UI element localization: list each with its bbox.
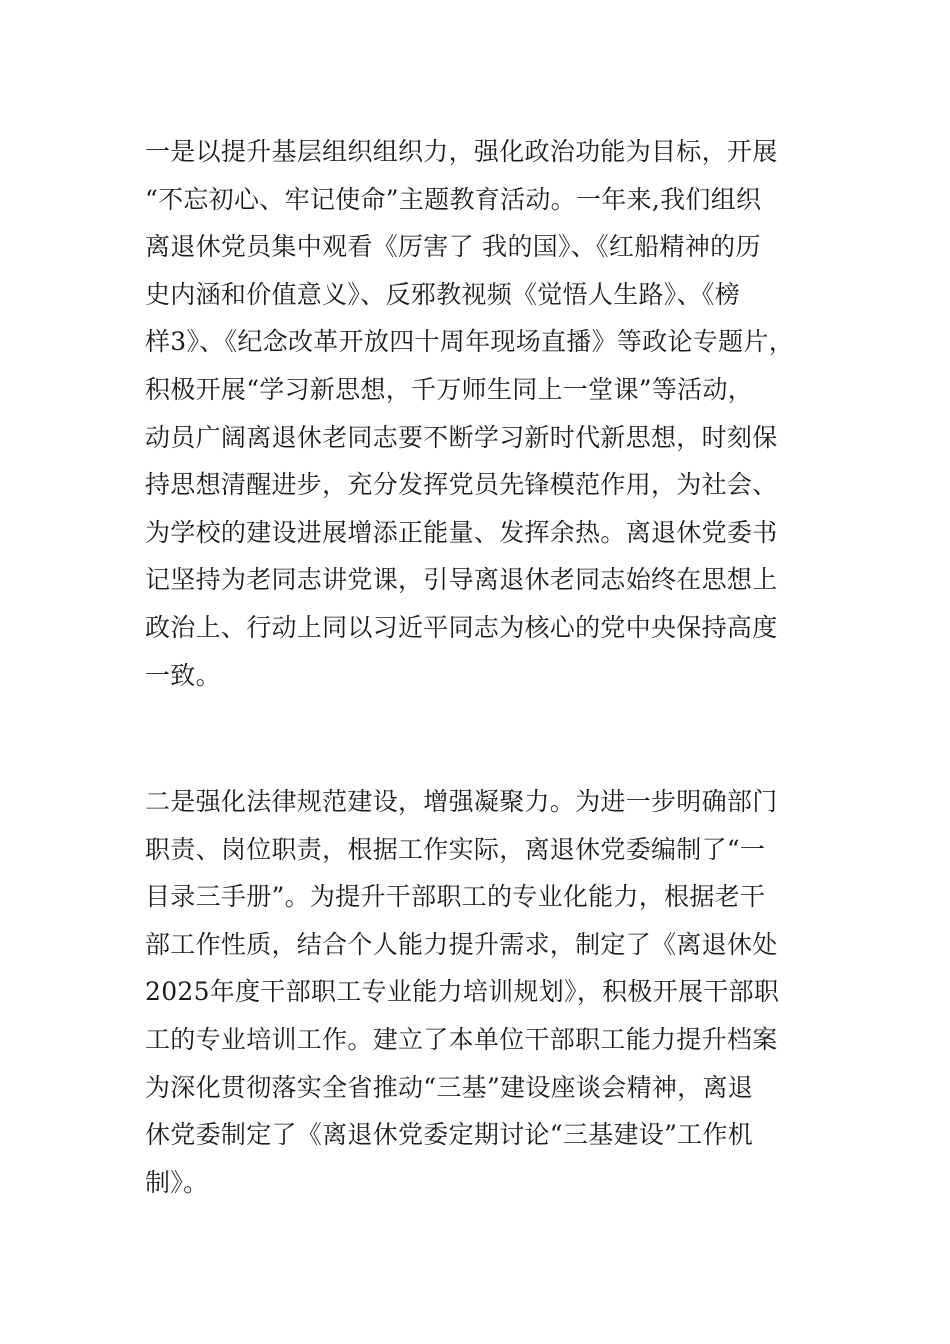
text-line: 一致。 (145, 660, 221, 690)
paragraph-1 (145, 128, 825, 699)
text-line: 一是以提升基层组织组织力，强化政治功能为目标，开展 (145, 137, 778, 166)
text-line: 离退休党员集中观看《厉害了 我的国》、《红船精神的历 (145, 232, 761, 262)
text-line: 为深化贯彻落实全省推动“三基”建设座谈会精神，离退 (145, 1072, 754, 1102)
text-line: 工的专业培训工作。建立了本单位干部职工能力提升档案 (145, 1024, 778, 1054)
text-line: 政治上、行动上同以习近平同志为核心的党中央保持高度 (145, 612, 778, 642)
text-line: 部工作性质，结合个人能力提升需求，制定了《离退休处 (145, 929, 778, 959)
paragraph-2 (145, 778, 825, 1206)
text-line: “不忘初心、牢记使命”主题教育活动。一年来,我们组织 (145, 184, 762, 214)
text-line: 2025年度干部职工专业能力培训规划》，积极开展干部职 (145, 977, 780, 1007)
text-line: 记坚持为老同志讲党课，引导离退休老同志始终在思想上 (145, 565, 778, 595)
text-line: 职责、岗位职责，根据工作实际，离退休党委编制了“一 (145, 834, 766, 864)
text-line: 目录三手册”。为提升干部职工的专业化能力，根据老干 (145, 882, 766, 912)
text-line: 休党委制定了《离退休党委定期讨论“三基建设”工作机 (145, 1120, 754, 1150)
text-line: 制》。 (145, 1167, 209, 1197)
text-line: 积极开展“学习新思想，千万师生同上一堂课”等活动， (145, 374, 754, 404)
text-line: 二是强化法律规范建设，增强凝聚力。为进一步明确部门 (145, 787, 778, 816)
text-line: 样3》、《纪念改革开放四十周年现场直播》等政论专题片， (145, 327, 795, 357)
text-line: 动员广阔离退休老同志要不断学习新时代新思想，时刻保 (145, 422, 778, 452)
text-line: 持思想清醒进步，充分发挥党员先锋模范作用，为社会、 (145, 470, 778, 500)
text-line: 为学校的建设进展增添正能量、发挥余热。离退休党委书 (145, 517, 778, 547)
text-line: 史内涵和价值意义》、反邪教视频《觉悟人生路》、《榜 (145, 279, 741, 309)
